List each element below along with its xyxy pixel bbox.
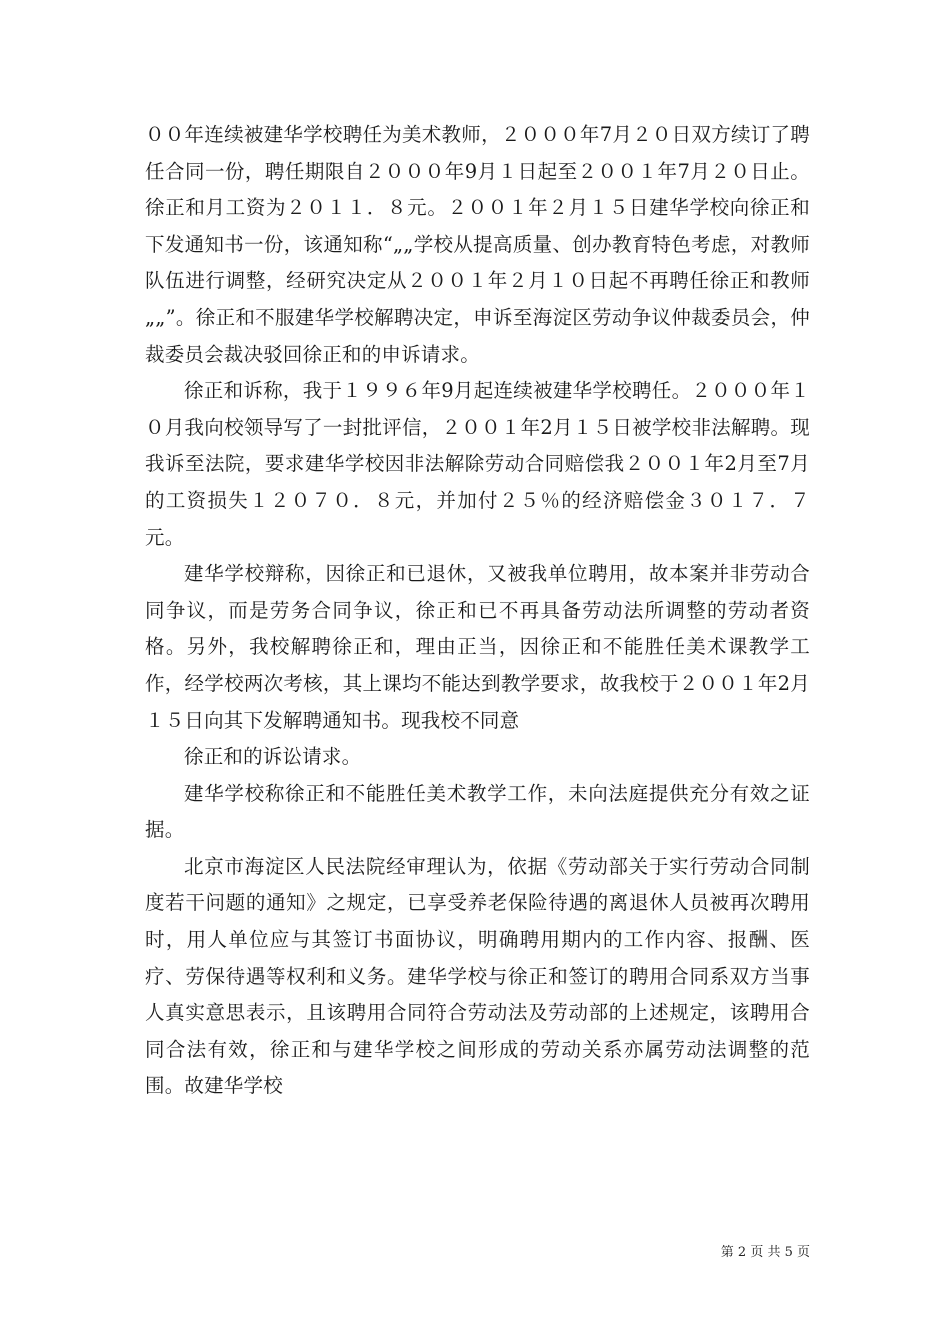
paragraph-6: 北京市海淀区人民法院经审理认为，依据《劳动部关于实行劳动合同制度若干问题的通知》之规定，已享受养老保险待遇的离退休人员被再次聘用时，用人单位应与其签订书面协议，明确聘用期内的工作内容、报酬、医疗、劳保待遇等权利和义务。建华学校与徐正和签订的聘用合同系双方当事人真实意思表示，且该聘用合同符合劳动法及劳动部的上述规定，该聘用合同合法有效，徐正和与建华学校之间形成的劳动关系亦属劳动法调整的范围。故建华学校	[145, 854, 810, 1098]
paragraph-2: 徐正和诉称，我于１９９６年9月起连续被建华学校聘任。２０００年１０月我向校领导写了一封批评信，２００１年2月１５日被学校非法解聘。现我诉至法院，要求建华学校因非法解除劳动合同赔偿我２００１年2月至7月的工资损失１２０７０．８元，并加付２５％的经济赔偿金３０１７．７元。	[145, 379, 810, 549]
paragraph-5: 建华学校称徐正和不能胜任美术教学工作，未向法庭提供充分有效之证据。	[145, 781, 810, 842]
paragraph-1: ００年连续被建华学校聘任为美术教师，２０００年7月２０日双方续订了聘任合同一份，聘任期限自２０００年9月１日起至２００１年7月２０日止。徐正和月工资为２０１１．８元。２００１年２月１５日建华学校向徐正和下发通知书一份，该通知称“„„学校从提高质量、创办教育特色考虑，对教师队伍进行调整，经研究决定从２００１年２月１０日起不再聘任徐正和教师„„”。徐正和不服建华学校解聘决定，申诉至海淀区劳动争议仲裁委员会，仲裁委员会裁决驳回徐正和的申诉请求。	[145, 123, 810, 366]
paragraph-3: 建华学校辩称，因徐正和已退休，又被我单位聘用，故本案并非劳动合同争议，而是劳务合同争议，徐正和已不再具备劳动法所调整的劳动者资格。另外，我校解聘徐正和，理由正当，因徐正和不能胜任美术课教学工作，经学校两次考核，其上课均不能达到教学要求，故我校于２００１年2月１５日向其下发解聘通知书。现我校不同意	[145, 562, 810, 732]
paragraph-4: 徐正和的诉讼请求。	[184, 745, 362, 769]
document-body	[145, 117, 810, 1105]
page-number-footer: 第 2 页 共 5 页	[720, 1245, 810, 1260]
